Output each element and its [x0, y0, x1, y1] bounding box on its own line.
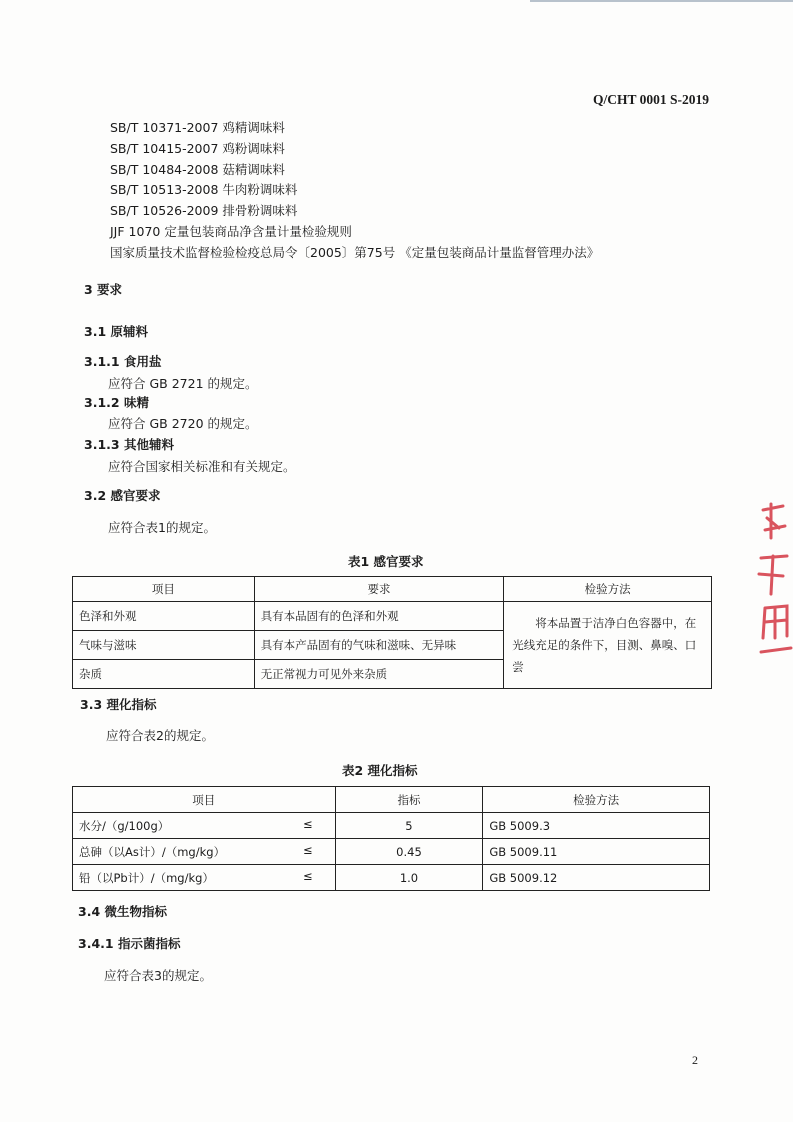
- section-heading-3-1-2: 3.1.2 味精: [84, 395, 149, 410]
- less-equal-sign: ≤: [302, 817, 313, 831]
- column-header: 指标: [335, 787, 483, 813]
- table-caption: 表2 理化指标: [342, 763, 418, 778]
- section-heading-3-4-1: 3.4.1 指示菌指标: [78, 936, 181, 951]
- value-cell: 5: [335, 813, 483, 839]
- column-header: 要求: [254, 577, 504, 602]
- paragraph: 应符合国家相关标准和有关规定。: [108, 459, 296, 474]
- method-cell: GB 5009.12: [483, 865, 710, 891]
- method-cell: 将本品置于洁净白色容器中，在光线充足的条件下，目测、鼻嗅、口尝: [504, 602, 712, 689]
- paragraph: 应符合表3的规定。: [104, 968, 212, 983]
- item-label: 总砷（以As计）/（mg/kg）: [79, 844, 226, 859]
- method-cell: GB 5009.3: [483, 813, 710, 839]
- item-cell: 杂质: [73, 660, 255, 689]
- item-cell: [73, 865, 336, 891]
- page-number: 2: [692, 1053, 698, 1067]
- sensory-requirements-table: [72, 576, 712, 689]
- column-header: 项目: [73, 787, 336, 813]
- value-cell: 0.45: [335, 839, 483, 865]
- column-header: 项目: [73, 577, 255, 602]
- paragraph: 应符合 GB 2720 的规定。: [108, 416, 258, 431]
- method-cell: GB 5009.11: [483, 839, 710, 865]
- item-cell: 气味与滋味: [73, 631, 255, 660]
- table-row: [73, 602, 712, 631]
- less-equal-sign: ≤: [302, 843, 313, 857]
- value-cell: 1.0: [335, 865, 483, 891]
- item-label: 铅（以Pb计）/（mg/kg）: [79, 870, 214, 885]
- physicochemical-table: [72, 786, 710, 891]
- reference-line: SB/T 10484-2008 菇精调味料: [110, 162, 285, 177]
- section-heading-3-1: 3.1 原辅料: [84, 324, 148, 339]
- requirement-cell: 具有本产品固有的气味和滋味、无异味: [254, 631, 504, 660]
- requirement-cell: 无正常视力可见外来杂质: [254, 660, 504, 689]
- table-header-row: [73, 577, 712, 602]
- reference-line: JJF 1070 定量包装商品净含量计量检验规则: [110, 224, 352, 239]
- table-row: [73, 813, 710, 839]
- table-caption: 表1 感官要求: [348, 554, 424, 569]
- section-heading-3-1-1: 3.1.1 食用盐: [84, 354, 162, 369]
- section-heading-3-1-3: 3.1.3 其他辅料: [84, 437, 174, 452]
- table-header-row: [73, 787, 710, 813]
- column-header: 检验方法: [483, 787, 710, 813]
- section-heading-3-2: 3.2 感官要求: [84, 488, 161, 503]
- item-cell: [73, 839, 336, 865]
- table-row: [73, 839, 710, 865]
- red-seal-stamp: [753, 498, 793, 663]
- scan-top-line: [530, 0, 793, 2]
- section-heading-3: 3 要求: [84, 282, 123, 297]
- reference-line: SB/T 10526-2009 排骨粉调味料: [110, 203, 298, 218]
- paragraph: 应符合表1的规定。: [108, 520, 216, 535]
- paragraph: 应符合表2的规定。: [106, 728, 214, 743]
- item-cell: [73, 813, 336, 839]
- reference-line: SB/T 10371-2007 鸡精调味料: [110, 120, 285, 135]
- reference-line: SB/T 10513-2008 牛肉粉调味料: [110, 182, 298, 197]
- requirement-cell: 具有本品固有的色泽和外观: [254, 602, 504, 631]
- item-cell: 色泽和外观: [73, 602, 255, 631]
- section-heading-3-3: 3.3 理化指标: [80, 697, 157, 712]
- reference-line: SB/T 10415-2007 鸡粉调味料: [110, 141, 285, 156]
- less-equal-sign: ≤: [302, 869, 313, 883]
- section-heading-3-4: 3.4 微生物指标: [78, 904, 167, 919]
- table-row: [73, 865, 710, 891]
- column-header: 检验方法: [504, 577, 712, 602]
- reference-line: 国家质量技术监督检验检疫总局令〔2005〕第75号 《定量包装商品计量监督管理办法》: [110, 245, 600, 260]
- paragraph: 应符合 GB 2721 的规定。: [108, 376, 258, 391]
- item-label: 水分/（g/100g）: [79, 818, 170, 833]
- doc-code-header: Q/CHT 0001 S-2019: [592, 92, 709, 107]
